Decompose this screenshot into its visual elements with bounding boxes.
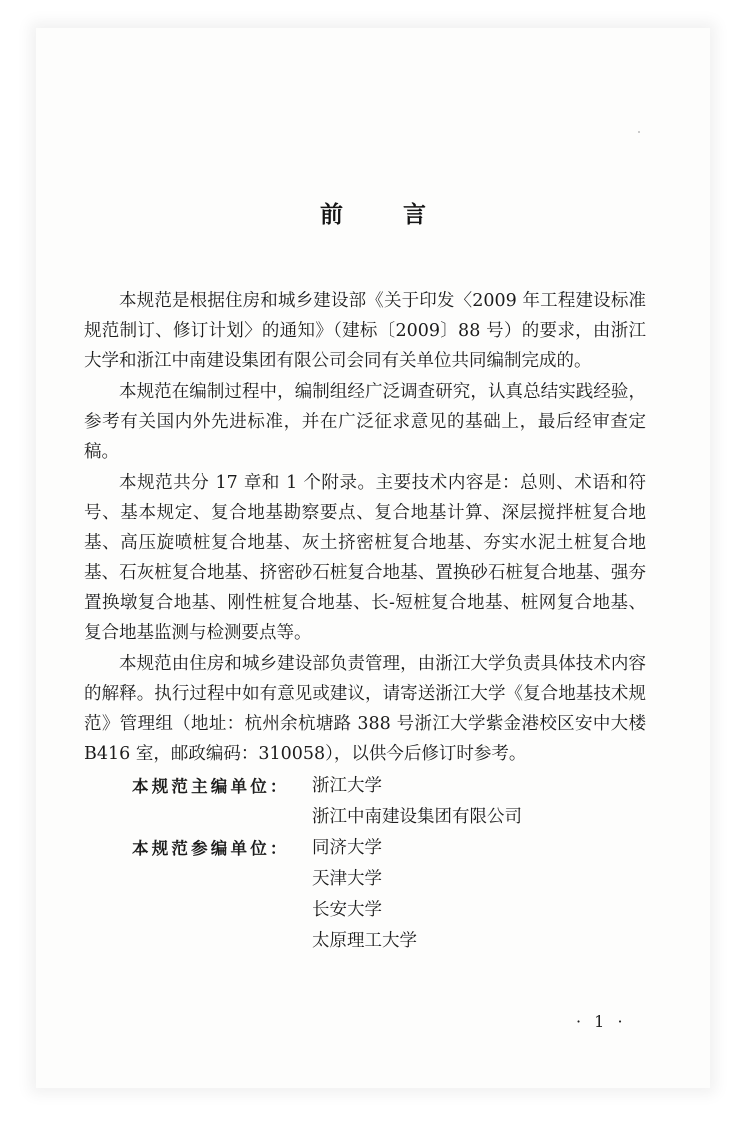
paragraph-contents: 本规范共分 17 章和 1 个附录。主要技术内容是：总则、术语和符号、基本规定、复合地基勘察要点、复合地基计算、深层搅拌桩复合地基、高压旋喷桩复合地基、灰土挤密桩复合地基、夯实水泥土桩复合地基、石灰桩复合地基、挤密砂石桩复合地基、置换砂石桩复合地基、强夯置换墩复合地基、刚性桩复合地基、长-短桩复合地基、桩网复合地基、复合地基监测与检测要点等。 (84, 473, 646, 643)
scan-speck (638, 131, 640, 133)
chief-units-row (84, 771, 646, 833)
title-char-2: 言 (403, 202, 428, 228)
page-title (0, 196, 748, 229)
participating-unit-item: 同济大学 (312, 838, 382, 858)
paragraph-process: 本规范在编制过程中，编制组经广泛调查研究，认真总结实践经验，参考有关国内外先进标准，并在广泛征求意见的基础上，最后经审查定稿。 (84, 382, 646, 462)
participating-units-label: 本规范参编单位： (132, 839, 290, 858)
units-section (84, 771, 646, 957)
paragraph-management: 本规范由住房和城乡建设部负责管理，由浙江大学负责具体技术内容的解释。执行过程中如有意见或建议，请寄送浙江大学《复合地基技术规范》管理组（地址：杭州余杭塘路 388 号浙江大学紫金港校区安中大楼 B416 室，邮政编码：310058），以供今后修订时参考。 (84, 654, 646, 764)
title-char-1: 前 (320, 202, 345, 228)
body-content (84, 286, 646, 957)
chief-units-label: 本规范主编单位： (132, 777, 290, 796)
participating-units-list (312, 833, 417, 957)
participating-unit-item: 长安大学 (312, 900, 382, 920)
chief-unit-item: 浙江中南建设集团有限公司 (312, 807, 522, 827)
participating-units-row (84, 833, 646, 957)
chief-units-list (312, 771, 522, 833)
participating-unit-item: 天津大学 (312, 869, 382, 889)
participating-unit-item: 太原理工大学 (312, 931, 417, 951)
page-number: · 1 · (576, 1012, 627, 1031)
chief-unit-item: 浙江大学 (312, 776, 382, 796)
paragraph-basis: 本规范是根据住房和城乡建设部《关于印发〈2009 年工程建设标准规范制订、修订计划〉的通知》（建标〔2009〕88 号）的要求，由浙江大学和浙江中南建设集团有限公司会同有关单位共同编制完成的。 (84, 291, 646, 371)
